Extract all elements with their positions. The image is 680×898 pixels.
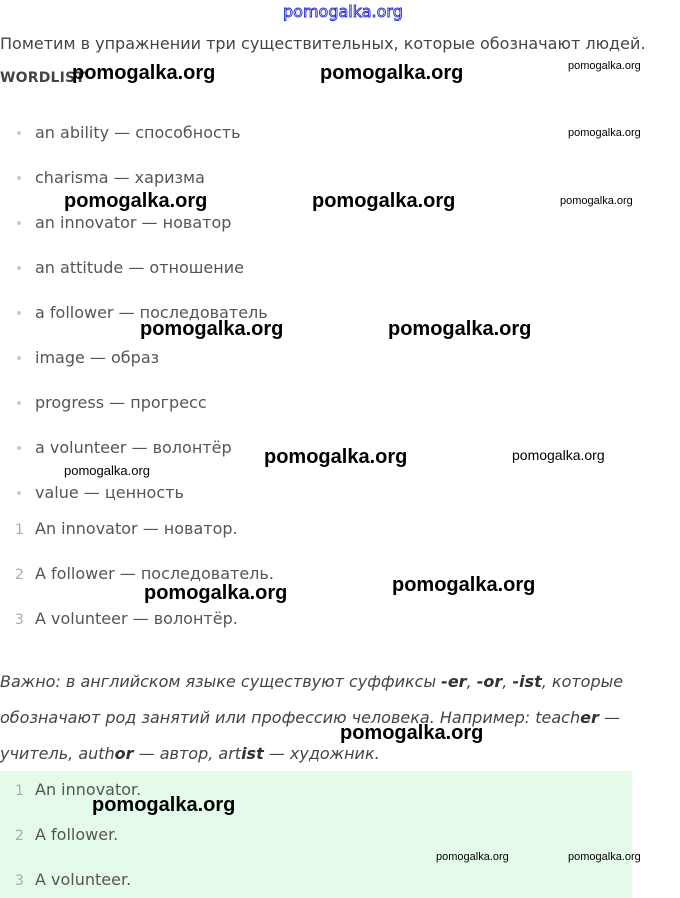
watermark: pomogalka.org: [144, 582, 288, 604]
item-number: 1: [15, 783, 24, 799]
list-item: a follower — последователь: [17, 303, 268, 323]
watermark: pomogalka.org: [512, 447, 605, 463]
watermark: pomogalka.org: [388, 318, 532, 340]
list-item: charisma — харизма: [17, 168, 205, 188]
watermark: pomogalka.org: [560, 195, 633, 207]
numbered-item: 3 A volunteer — волонтёр.: [15, 609, 238, 628]
bullet-icon: [17, 176, 21, 180]
site-header-logo: pomogalka.org: [283, 2, 403, 21]
wordlist-title: WORDLIST: [0, 70, 86, 86]
answer-item: 2 A follower.: [15, 825, 119, 844]
bullet-icon: [17, 311, 21, 315]
note-line-3: учитель, author — автор, artist — художник.: [0, 744, 380, 763]
watermark: pomogalka.org: [568, 127, 641, 139]
list-item: an innovator — новатор: [17, 213, 231, 233]
note-line-1: Важно: в английском языке существуют суффиксы -er, -or, -ist, которые: [0, 672, 624, 691]
list-item: image — образ: [17, 348, 159, 368]
item-number: 1: [15, 522, 24, 538]
list-item: a volunteer — волонтёр: [17, 438, 232, 458]
item-number: 2: [15, 828, 24, 844]
bullet-icon: [17, 356, 21, 360]
bullet-icon: [17, 491, 21, 495]
item-number: 2: [15, 567, 24, 583]
bullet-icon: [17, 446, 21, 450]
watermark: pomogalka.org: [264, 446, 408, 468]
item-number: 3: [15, 612, 24, 628]
list-item: an ability — способность: [17, 123, 241, 143]
watermark: pomogalka.org: [436, 851, 509, 863]
watermark: pomogalka.org: [568, 60, 641, 72]
watermark: pomogalka.org: [340, 722, 484, 744]
list-item: progress — прогресс: [17, 393, 207, 413]
answer-item: 3 A volunteer.: [15, 870, 132, 889]
bullet-icon: [17, 401, 21, 405]
watermark: pomogalka.org: [568, 851, 641, 863]
numbered-item: 2 A follower — последователь.: [15, 564, 274, 583]
list-item: an attitude — отношение: [17, 258, 244, 278]
numbered-item: 1 An innovator — новатор.: [15, 519, 238, 538]
watermark: pomogalka.org: [320, 62, 464, 84]
intro-text: Пометим в упражнении три существительных, которые обозначают людей.: [0, 34, 646, 53]
watermark: pomogalka.org: [92, 794, 236, 816]
watermark: pomogalka.org: [312, 190, 456, 212]
note-line-2: обозначают род занятий или профессию человека. Например: teacher —: [0, 708, 620, 727]
bullet-icon: [17, 266, 21, 270]
bullet-icon: [17, 131, 21, 135]
watermark: pomogalka.org: [72, 62, 216, 84]
list-item: value — ценность: [17, 483, 184, 503]
bullet-icon: [17, 221, 21, 225]
watermark: pomogalka.org: [64, 190, 208, 212]
watermark: pomogalka.org: [392, 574, 536, 596]
watermark: pomogalka.org: [140, 318, 284, 340]
watermark: pomogalka.org: [64, 463, 150, 478]
answer-item: 1 An innovator.: [15, 780, 142, 799]
item-number: 3: [15, 873, 24, 889]
